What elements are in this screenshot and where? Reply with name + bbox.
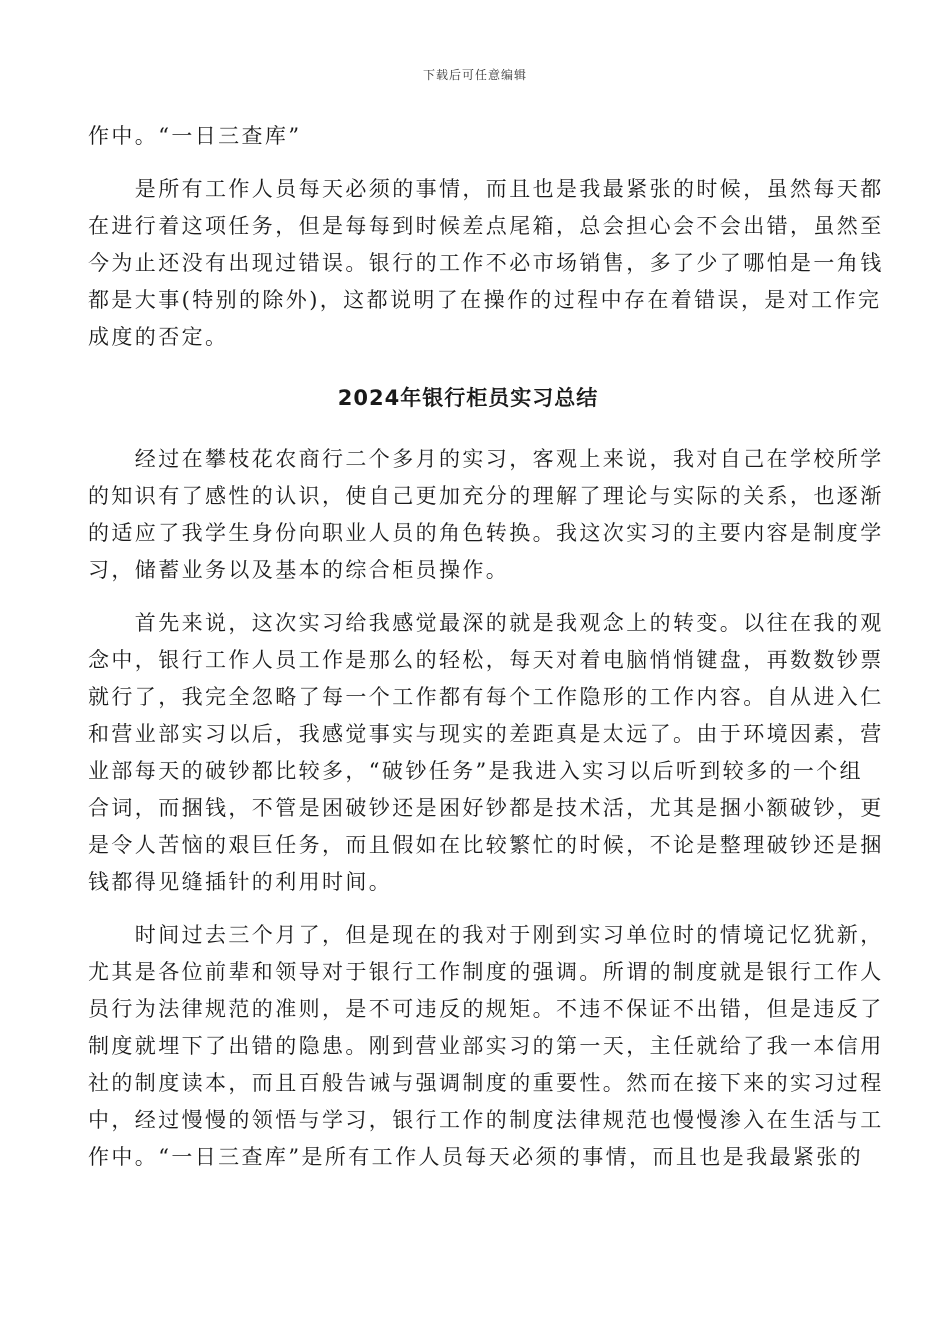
text-line: 首先来说，这次实习给我感觉最深的就是我观念上的转变。以往在我的观 — [88, 611, 884, 635]
text-line: 经过在攀枝花农商行二个多月的实习，客观上来说，我对自己在学校所学 — [88, 447, 884, 471]
text-line: 业部每天的破钞都比较多，“破钞任务”是我进入实习以后听到较多的一个组 — [88, 759, 864, 783]
text-line: 作中。“一日三查库” — [88, 124, 302, 148]
text-line: 念中，银行工作人员工作是那么的轻松，每天对着电脑悄悄键盘，再数数钞票 — [88, 648, 884, 672]
page-header: 下载后可任意编辑 — [422, 68, 527, 82]
text-line: 时间过去三个月了，但是现在的我对于刚到实习单位时的情境记忆犹新， — [88, 923, 884, 947]
text-line: 都是大事(特别的除外)，这都说明了在操作的过程中存在着错误，是对工作完 — [88, 288, 882, 312]
text-line: 是令人苦恼的艰巨任务，而且假如在比较繁忙的时候，不论是整理破钞还是捆 — [88, 833, 884, 857]
text-line: 作中。“一日三查库”是所有工作人员每天必须的事情，而且也是我最紧张的 — [88, 1145, 864, 1169]
text-line: 和营业部实习以后，我感觉事实与现实的差距真是太远了。由于环境因素，营 — [88, 722, 884, 746]
document-title: 2024年银行柜员实习总结 — [337, 386, 599, 410]
text-line: 合词，而捆钱，不管是困破钞还是困好钞都是技术活，尤其是捆小额破钞，更 — [88, 796, 884, 820]
text-line: 就行了，我完全忽略了每一个工作都有每个工作隐形的工作内容。自从进入仁 — [88, 685, 884, 709]
text-line: 钱都得见缝插针的利用时间。 — [88, 870, 393, 894]
text-line: 尤其是各位前辈和领导对于银行工作制度的强调。所谓的制度就是银行工作人 — [88, 960, 884, 984]
text-line: 员行为法律规范的准则，是不可违反的规矩。不违不保证不出错，但是违反了 — [88, 997, 884, 1021]
document-body — [88, 118, 884, 1176]
text-line: 的知识有了感性的认识，使自己更加充分的理解了理论与实际的关系，也逐渐 — [88, 484, 884, 508]
paragraph-2 — [88, 441, 884, 589]
paragraph-1 — [88, 171, 884, 356]
text-line: 习，储蓄业务以及基本的综合柜员操作。 — [88, 558, 510, 582]
text-line: 今为止还没有出现过错误。银行的工作不必市场销售，多了少了哪怕是一角钱 — [88, 251, 884, 275]
text-line: 的适应了我学生身份向职业人员的角色转换。我这次实习的主要内容是制度学 — [88, 521, 884, 545]
text-line: 制度就埋下了出错的隐患。刚到营业部实习的第一天，主任就给了我一本信用 — [88, 1034, 884, 1058]
text-line: 是所有工作人员每天必须的事情，而且也是我最紧张的时候，虽然每天都 — [88, 177, 884, 201]
paragraph-3 — [88, 605, 884, 901]
text-line: 成度的否定。 — [88, 325, 229, 349]
paragraph-4 — [88, 917, 884, 1176]
text-line: 社的制度读本，而且百般告诫与强调制度的重要性。然而在接下来的实习过程 — [88, 1071, 884, 1095]
text-line: 在进行着这项任务，但是每每到时候差点尾箱，总会担心会不会出错，虽然至 — [88, 214, 884, 238]
intro-paragraph — [88, 118, 848, 155]
text-line: 中，经过慢慢的领悟与学习，银行工作的制度法律规范也慢慢渗入在生活与工 — [88, 1108, 884, 1132]
